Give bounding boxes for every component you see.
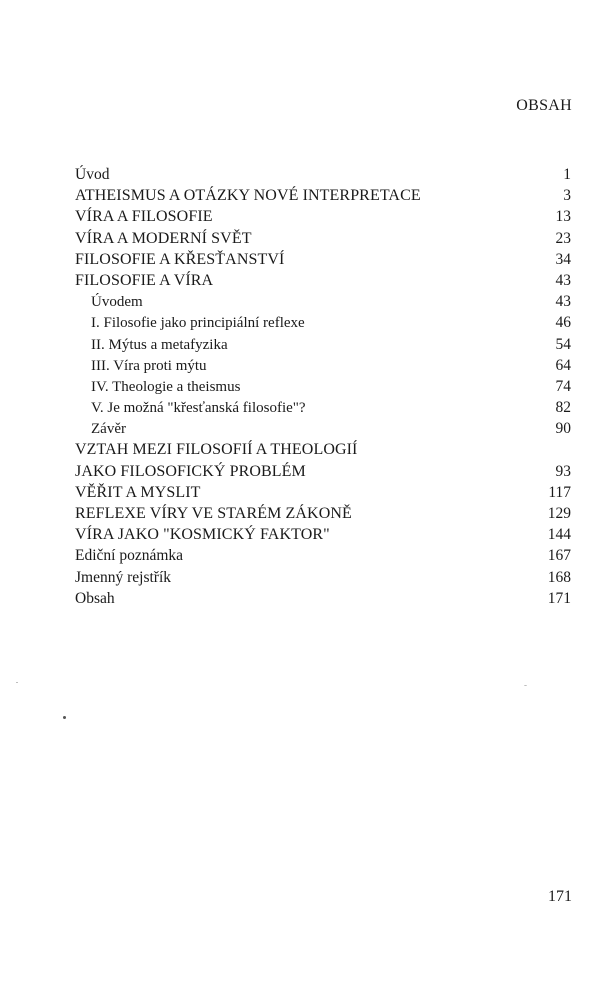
toc-entry-page: 54 [555, 335, 571, 353]
toc-entry-title: FILOSOFIE A VÍRA [75, 271, 214, 289]
toc-entry-page: 144 [547, 526, 571, 544]
page-number: 171 [548, 888, 572, 905]
toc-entry-title: IV. Theologie a theismus [91, 378, 241, 395]
toc-entry-title: V. Je možná "křesťanská filosofie"? [91, 400, 306, 417]
toc-entry [75, 439, 571, 460]
toc-entry-page: 171 [547, 589, 571, 607]
page-heading: OBSAH [516, 97, 572, 114]
toc-entry-title: Ediční poznámka [75, 547, 184, 565]
scan-speck [63, 716, 66, 719]
toc-entry [75, 418, 571, 439]
toc-entry [75, 312, 571, 333]
toc-entry [75, 545, 571, 566]
toc-entry-page: 3 [563, 187, 571, 205]
toc-entry [75, 164, 571, 185]
toc-entry-title: Závěr [91, 421, 126, 438]
toc-entry-title: VÍRA JAKO "KOSMICKÝ FAKTOR" [75, 526, 330, 544]
toc-entry [75, 376, 571, 397]
toc-entry-title: I. Filosofie jako principiální reflexe [91, 315, 305, 332]
toc-entry [75, 334, 571, 355]
toc-entry-title: VÍRA A FILOSOFIE [75, 208, 213, 226]
toc-entry-title: REFLEXE VÍRY VE STARÉM ZÁKONĚ [75, 505, 352, 522]
toc-entry-page: 64 [555, 356, 571, 374]
scan-speck [16, 682, 18, 683]
toc-entry [75, 249, 571, 270]
toc-entry-title: VĚŘIT A MYSLIT [75, 483, 201, 501]
toc-entry [75, 228, 571, 249]
toc-entry-page: 129 [547, 505, 571, 522]
toc-entry-title: VÍRA A MODERNÍ SVĚT [75, 229, 252, 247]
toc-entry [75, 461, 571, 482]
toc-entry [75, 270, 571, 291]
toc-entry-title: JAKO FILOSOFICKÝ PROBLÉM [75, 462, 306, 480]
toc-entry-page: 23 [555, 229, 571, 247]
toc-entry-title: VZTAH MEZI FILOSOFIÍ A THEOLOGIÍ [75, 441, 358, 459]
toc-entry-page: 13 [555, 208, 571, 226]
toc-entry-page: 167 [547, 547, 571, 565]
toc-entry-title: Obsah [75, 589, 115, 607]
toc-entry-title: FILOSOFIE A KŘESŤANSTVÍ [75, 250, 285, 268]
toc-entry-title: III. Víra proti mýtu [91, 357, 207, 374]
toc-entry-page: 43 [555, 271, 571, 289]
toc-entry-page: 117 [548, 483, 571, 501]
toc-entry-page: 1 [563, 166, 571, 183]
toc-entry [75, 291, 571, 312]
table-of-contents [75, 164, 571, 609]
toc-entry-title: Úvod [75, 166, 110, 183]
toc-entry [75, 482, 571, 503]
toc-entry-title: Jmenný rejstřík [75, 568, 171, 586]
toc-entry-title: ATHEISMUS A OTÁZKY NOVÉ INTERPRETACE [75, 187, 421, 205]
toc-entry [75, 185, 571, 206]
toc-entry-page: 168 [547, 568, 571, 586]
toc-entry-page: 46 [555, 314, 571, 332]
toc-entry [75, 503, 571, 524]
toc-entry-page: 90 [555, 420, 571, 438]
toc-entry [75, 524, 571, 545]
toc-entry [75, 206, 571, 227]
toc-entry-title: II. Mýtus a metafyzika [91, 336, 228, 353]
toc-entry-page: 74 [555, 377, 571, 395]
toc-entry-page: 34 [555, 250, 571, 268]
toc-entry-title: Úvodem [91, 294, 143, 311]
toc-entry [75, 567, 571, 588]
toc-entry-page: 93 [555, 462, 571, 480]
toc-entry-page: 82 [555, 399, 571, 417]
toc-entry [75, 588, 571, 609]
scan-speck [524, 685, 527, 686]
toc-entry [75, 355, 571, 376]
toc-entry-page: 43 [555, 293, 571, 311]
toc-entry [75, 397, 571, 418]
